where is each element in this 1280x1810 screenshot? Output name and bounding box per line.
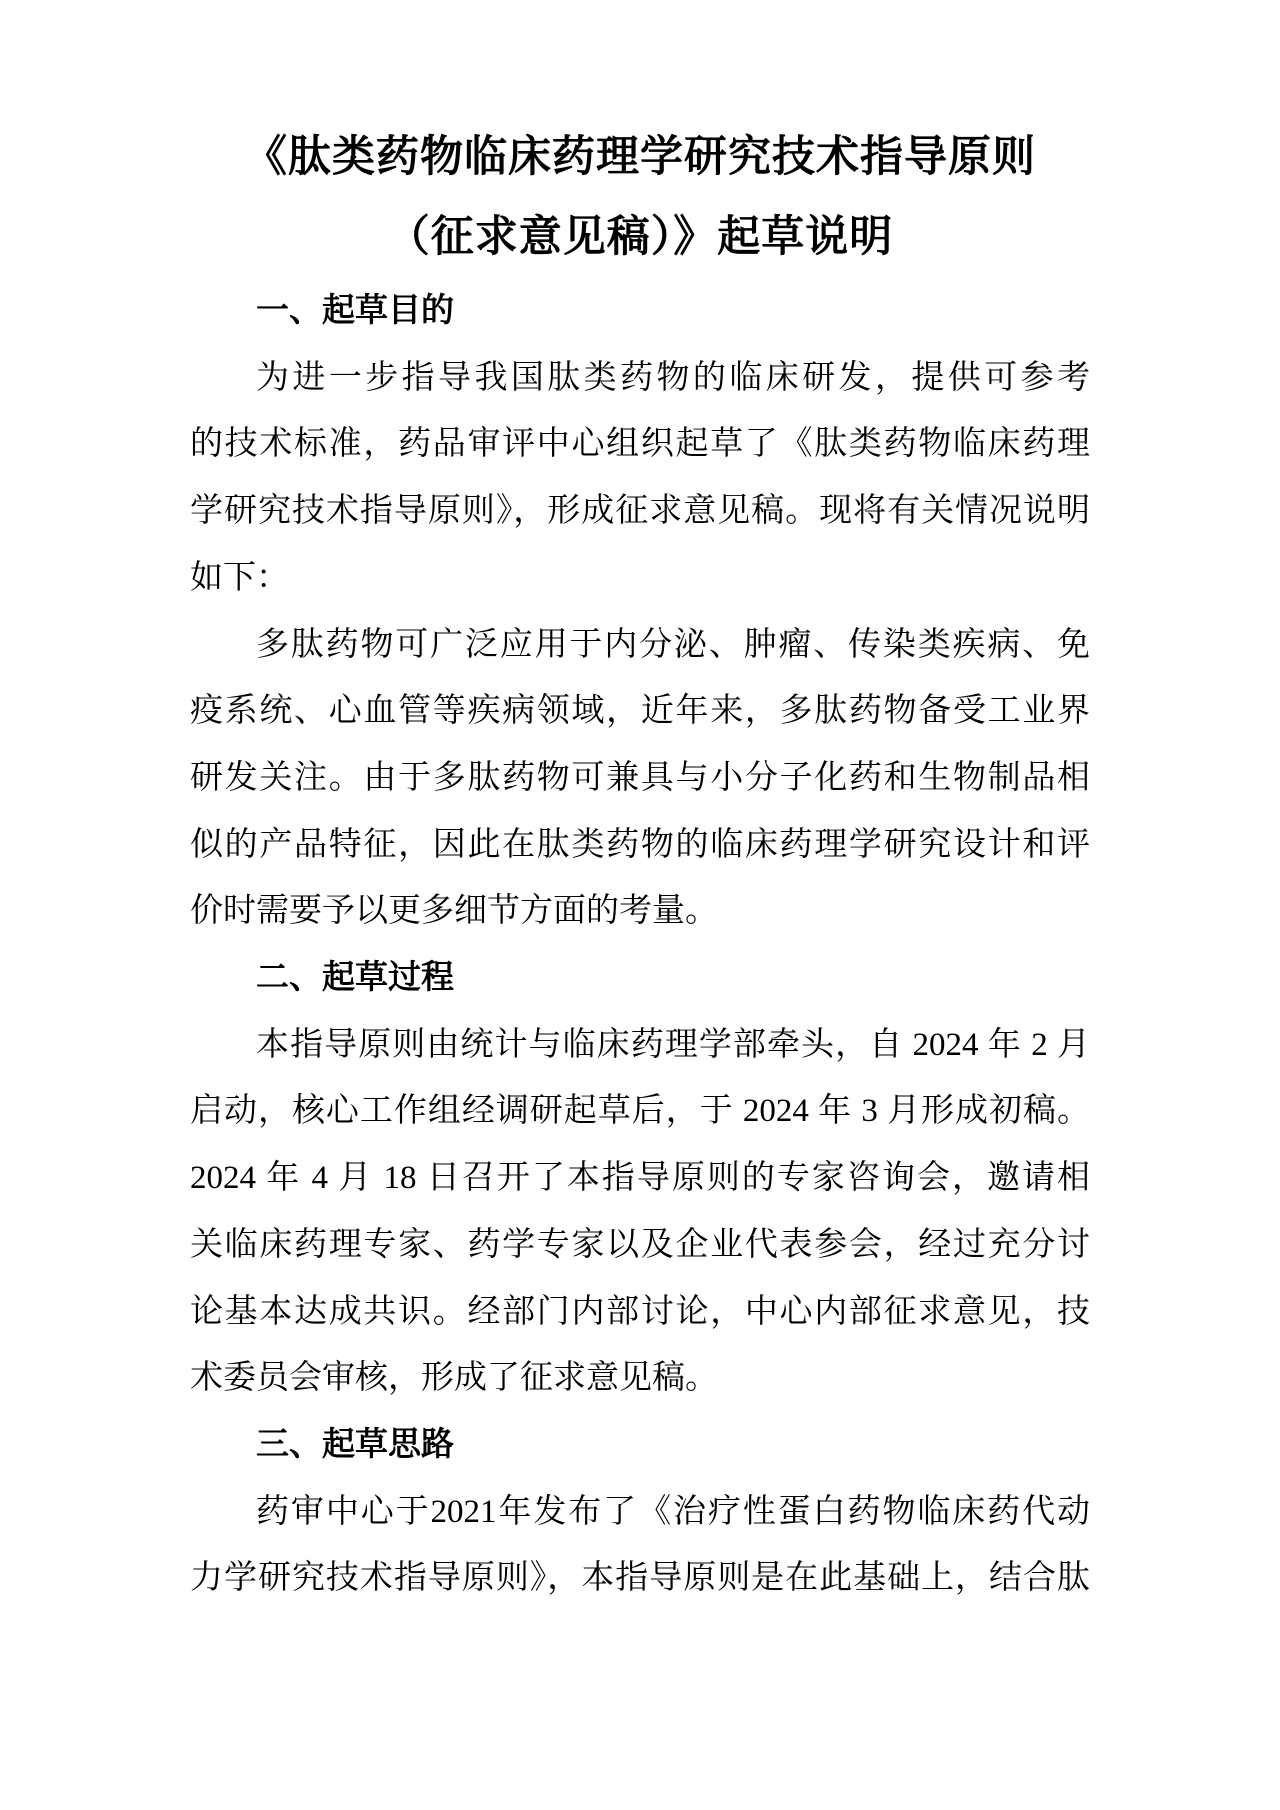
body-line: 本指导原则由统计与临床药理学部牵头，自 2024 年 2 月 (256, 1026, 1090, 1063)
document-title (190, 118, 1090, 278)
body-line: 学研究技术指导原则》，形成征求意见稿。现将有关情况说明 (190, 493, 1090, 530)
body-line: 2024 年 4 月 18 日召开了本指导原则的专家咨询会，邀请相 (190, 1160, 1090, 1197)
document-title-line-1: 《肽类药物临床药理学研究技术指导原则 (244, 134, 1036, 181)
body-line: 力学研究技术指导原则》，本指导原则是在此基础上，结合肽 (190, 1560, 1090, 1597)
body-line: 为进一步指导我国肽类药物的临床研发，提供可参考 (256, 359, 1090, 396)
heading-section-1: 一、起草目的 (256, 293, 454, 329)
body-line: 研发关注。由于多肽药物可兼具与小分子化药和生物制品相 (190, 759, 1090, 796)
body-line: 药审中心于2021年发布了《治疗性蛋白药物临床药代动 (256, 1493, 1090, 1530)
body-line: 价时需要予以更多细节方面的考量。 (190, 893, 718, 930)
body-line: 疫系统、心血管等疾病领域，近年来，多肽药物备受工业界 (190, 693, 1090, 730)
heading-section-3: 三、起草思路 (256, 1426, 454, 1463)
body-line: 论基本达成共识。经部门内部讨论，中心内部征求意见，技 (190, 1293, 1090, 1330)
body-line: 启动，核心工作组经调研起草后，于 2024 年 3 月形成初稿。 (190, 1093, 1090, 1130)
body-line: 术委员会审核，形成了征求意见稿。 (190, 1360, 718, 1397)
body-line: 似的产品特征，因此在肽类药物的临床药理学研究设计和评 (190, 826, 1090, 863)
body-line: 如下： (190, 559, 289, 596)
body-line: 多肽药物可广泛应用于内分泌、肿瘤、传染类疾病、免 (256, 626, 1090, 663)
heading-section-2: 二、起草过程 (256, 960, 454, 997)
document-title-line-2: （征求意见稿）》起草说明 (386, 214, 894, 261)
body-line: 的技术标准，药品审评中心组织起草了《肽类药物临床药理 (190, 426, 1090, 463)
body-line: 关临床药理专家、药学专家以及企业代表参会，经过充分讨 (190, 1226, 1090, 1263)
